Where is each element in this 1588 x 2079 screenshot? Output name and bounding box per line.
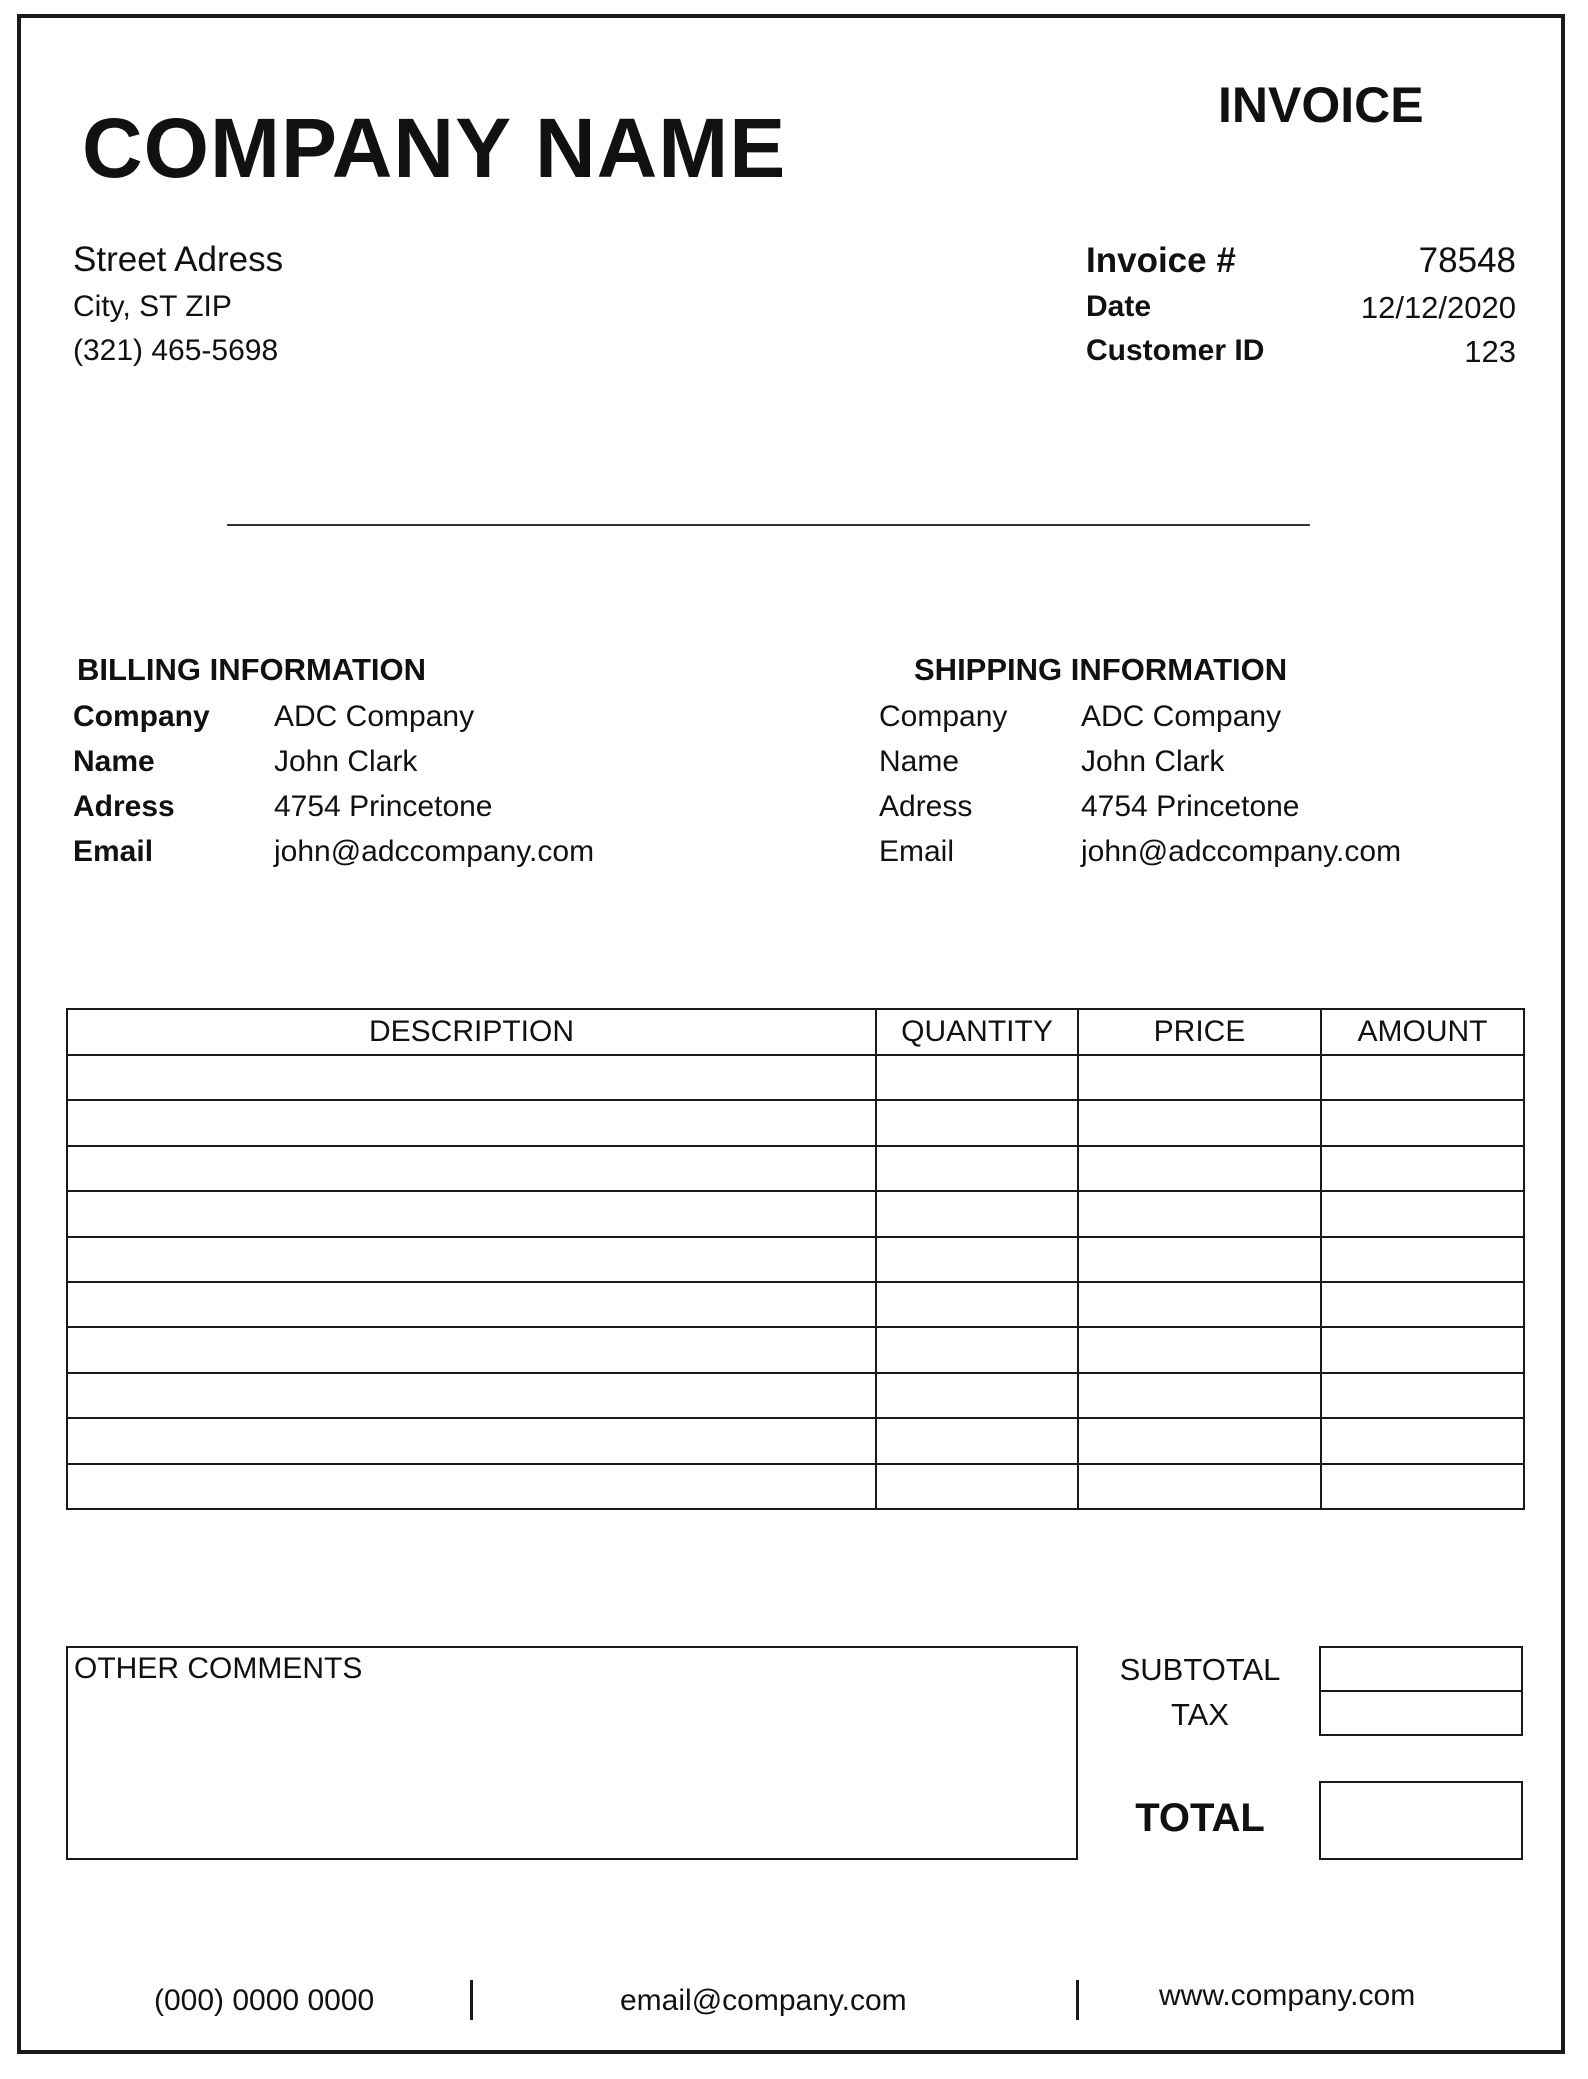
footer-website: www.company.com [1159,1979,1416,2012]
company-name: COMPANY NAME [82,101,787,195]
header-divider [227,524,1310,526]
tax-label: TAX [1171,1697,1229,1732]
description-cell[interactable] [67,1464,876,1509]
billing-address-label: Adress [73,790,175,823]
quantity-cell[interactable] [876,1373,1078,1418]
amount-cell[interactable] [1321,1418,1524,1463]
items-table [66,1008,1525,1510]
price-cell[interactable] [1078,1191,1321,1236]
amount-cell[interactable] [1321,1191,1524,1236]
invoice-number-value: 78548 [1418,241,1516,280]
description-cell[interactable] [67,1327,876,1372]
city-state-zip: City, ST ZIP [73,290,232,323]
quantity-cell[interactable] [876,1100,1078,1145]
invoice-title: INVOICE [1218,77,1424,133]
quantity-cell[interactable] [876,1237,1078,1282]
footer-divider [1076,1980,1079,2020]
shipping-name-value: John Clark [1081,745,1225,778]
table-row [67,1237,1524,1282]
description-cell[interactable] [67,1191,876,1236]
price-cell[interactable] [1078,1282,1321,1327]
amount-cell[interactable] [1321,1237,1524,1282]
amount-cell[interactable] [1321,1282,1524,1327]
price-cell[interactable] [1078,1146,1321,1191]
amount-cell[interactable] [1321,1373,1524,1418]
shipping-email-value: john@adccompany.com [1081,835,1402,868]
quantity-cell[interactable] [876,1327,1078,1372]
shipping-company-label: Company [879,700,1008,733]
price-cell[interactable] [1078,1373,1321,1418]
billing-address-value: 4754 Princetone [274,790,493,823]
table-row [67,1464,1524,1509]
tax-box[interactable] [1319,1690,1523,1736]
customer-id-label: Customer ID [1086,334,1265,367]
billing-company-value: ADC Company [274,700,475,733]
subtotal-label: SUBTOTAL [1119,1652,1281,1687]
description-cell[interactable] [67,1100,876,1145]
price-cell[interactable] [1078,1464,1321,1509]
description-header: DESCRIPTION [67,1009,876,1055]
subtotal-box[interactable] [1319,1646,1523,1692]
description-cell[interactable] [67,1418,876,1463]
price-cell[interactable] [1078,1055,1321,1100]
price-header: PRICE [1078,1009,1321,1055]
total-label: TOTAL [1135,1796,1265,1840]
quantity-cell[interactable] [876,1055,1078,1100]
quantity-cell[interactable] [876,1418,1078,1463]
total-box[interactable] [1319,1781,1523,1860]
shipping-address-value: 4754 Princetone [1081,790,1300,823]
description-cell[interactable] [67,1055,876,1100]
price-cell[interactable] [1078,1237,1321,1282]
street-address: Street Adress [73,240,284,279]
description-cell[interactable] [67,1373,876,1418]
shipping-heading: SHIPPING INFORMATION [914,652,1288,687]
price-cell[interactable] [1078,1327,1321,1372]
description-cell[interactable] [67,1146,876,1191]
description-cell[interactable] [67,1282,876,1327]
table-row [67,1282,1524,1327]
table-row [67,1055,1524,1100]
amount-cell[interactable] [1321,1100,1524,1145]
table-row [67,1418,1524,1463]
table-row [67,1373,1524,1418]
price-cell[interactable] [1078,1100,1321,1145]
quantity-cell[interactable] [876,1146,1078,1191]
footer-email: email@company.com [620,1984,907,2017]
table-row [67,1146,1524,1191]
comments-box[interactable] [66,1646,1078,1860]
amount-cell[interactable] [1321,1146,1524,1191]
amount-cell[interactable] [1321,1327,1524,1372]
description-cell[interactable] [67,1237,876,1282]
table-row [67,1100,1524,1145]
amount-cell[interactable] [1321,1055,1524,1100]
billing-heading: BILLING INFORMATION [77,652,426,687]
quantity-header: QUANTITY [876,1009,1078,1055]
table-row [67,1327,1524,1372]
shipping-company-value: ADC Company [1081,700,1282,733]
quantity-cell[interactable] [876,1191,1078,1236]
company-phone: (321) 465-5698 [73,334,279,367]
quantity-cell[interactable] [876,1464,1078,1509]
comments-label: OTHER COMMENTS [74,1652,363,1685]
amount-cell[interactable] [1321,1464,1524,1509]
price-cell[interactable] [1078,1418,1321,1463]
billing-email-value: john@adccompany.com [274,835,595,868]
date-label: Date [1086,290,1152,323]
amount-header: AMOUNT [1321,1009,1524,1055]
customer-id-value: 123 [1464,334,1516,369]
quantity-cell[interactable] [876,1282,1078,1327]
footer-phone: (000) 0000 0000 [154,1984,375,2017]
shipping-address-label: Adress [879,790,973,823]
invoice-number-label: Invoice # [1086,241,1236,280]
billing-company-label: Company [73,700,210,733]
table-row [67,1191,1524,1236]
shipping-name-label: Name [879,745,960,778]
shipping-email-label: Email [879,835,955,868]
billing-name-value: John Clark [274,745,418,778]
billing-name-label: Name [73,745,155,778]
date-value: 12/12/2020 [1360,290,1516,325]
table-header-row [67,1009,1524,1055]
footer-divider [470,1980,473,2020]
billing-email-label: Email [73,835,154,868]
